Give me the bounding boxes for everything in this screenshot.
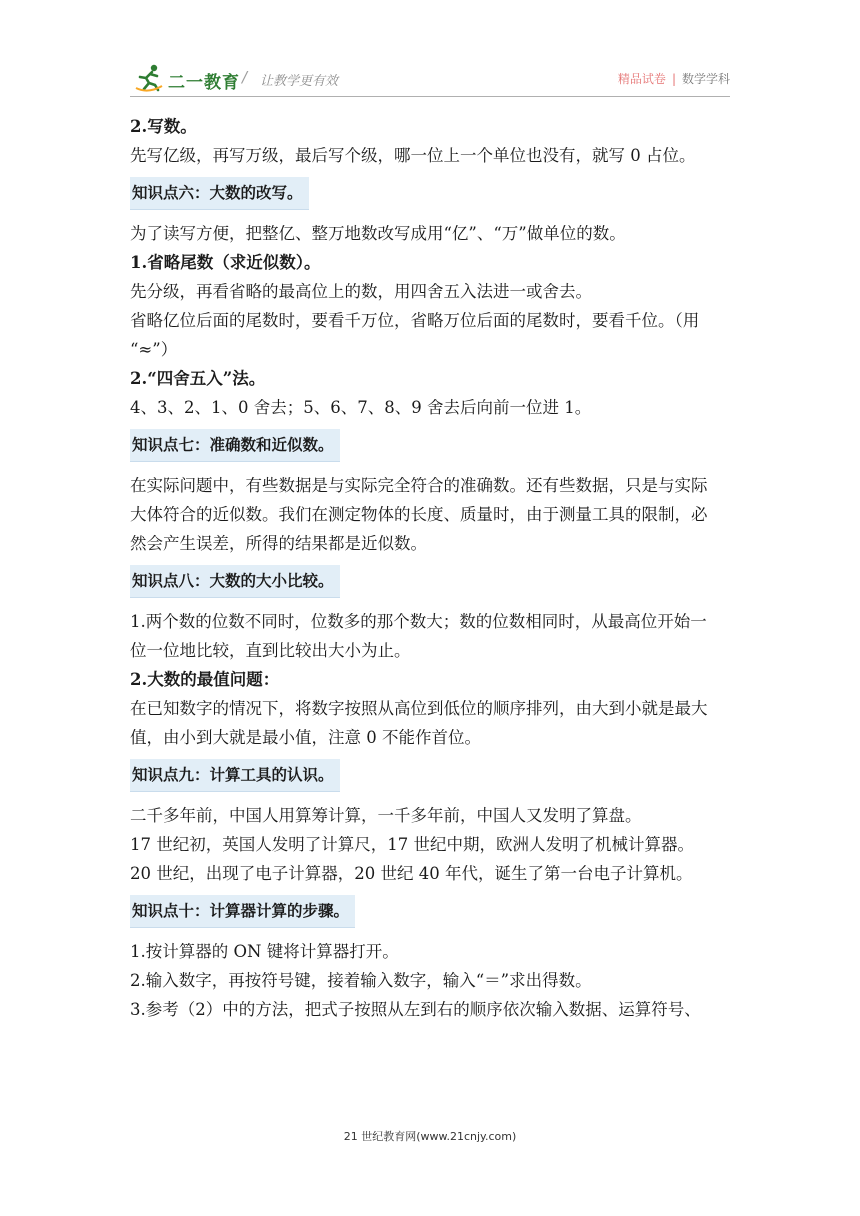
section-heading: 知识点七：准确数和近似数。: [130, 429, 340, 462]
subheading: 1.省略尾数（求近似数）。: [130, 253, 321, 272]
brand-slogan: 让教学更有效: [260, 74, 339, 89]
text-line: 在已知数字的情况下，将数字按照从高位到低位的顺序排列，由大到小就是最大: [130, 699, 708, 718]
subheading: 2.大数的最值问题：: [130, 670, 280, 689]
section-heading: 知识点八：大数的大小比较。: [130, 565, 340, 598]
text-line: 1.按计算器的 ON 键将计算器打开。: [130, 942, 399, 961]
text-line: 大体符合的近似数。我们在测定物体的长度、质量时，由于测量工具的限制，必: [130, 505, 708, 524]
header-rule: [130, 96, 730, 97]
page-header: [130, 62, 730, 98]
text-line: 20 世纪，出现了电子计算器，20 世纪 40 年代，诞生了第一台电子计算机。: [130, 864, 693, 883]
text-line: 省略亿位后面的尾数时，要看千万位，省略万位后面的尾数时，要看千位。（用: [130, 311, 700, 330]
text-line: 先写亿级，再写万级，最后写个级，哪一位上一个单位也没有，就写 0 占位。: [130, 146, 696, 165]
header-tags: [618, 70, 730, 87]
tag-quality: 精品试卷: [617, 72, 666, 86]
text-line: 二千多年前，中国人用算筹计算，一千多年前，中国人又发明了算盘。: [130, 806, 642, 825]
text-line: 17 世纪初，英国人发明了计算尺，17 世纪中期，欧洲人发明了机械计算器。: [130, 835, 694, 854]
text-line: 为了读写方便，把整亿、整万地数改写成用“亿”、“万”做单位的数。: [130, 224, 626, 243]
text-line: 1.两个数的位数不同时，位数多的那个数大；数的位数相同时，从最高位开始一: [130, 612, 707, 631]
text-line: 先分级，再看省略的最高位上的数，用四舍五入法进一或舍去。: [130, 282, 592, 301]
text-line: 然会产生误差，所得的结果都是近似数。: [130, 534, 427, 553]
tag-divider: |: [671, 72, 676, 86]
text-line: 3.参考（2）中的方法，把式子按照从左到右的顺序依次输入数据、运算符号、: [130, 1000, 701, 1019]
brand-name: 二一教育: [168, 73, 240, 93]
runner-logo-icon: [134, 64, 164, 92]
text-line: 位一位地比较，直到比较出大小为止。: [130, 641, 411, 660]
text-line: 2.输入数字，再按符号键，接着输入数字，输入“＝”求出得数。: [130, 971, 592, 990]
section-heading: 知识点六：大数的改写。: [130, 177, 309, 210]
subheading: 2.写数。: [130, 117, 197, 136]
header-separator: /: [242, 68, 248, 86]
section-heading: 知识点十：计算器计算的步骤。: [130, 895, 355, 928]
text-line: 4、3、2、1、0 舍去；5、6、7、8、9 舍去后向前一位进 1。: [130, 398, 592, 417]
subheading: 2.“四舍五入”法。: [130, 369, 266, 388]
document-body: [130, 112, 730, 1024]
tag-subject: 数学学科: [681, 72, 730, 86]
text-line: 值，由小到大就是最小值，注意 0 不能作首位。: [130, 728, 481, 747]
page-footer: 21 世纪教育网(www.21cnjy.com): [343, 1130, 517, 1143]
text-line: “≈”）: [130, 340, 178, 359]
text-line: 在实际问题中，有些数据是与实际完全符合的准确数。还有些数据，只是与实际: [130, 476, 708, 495]
section-heading: 知识点九：计算工具的认识。: [130, 759, 340, 792]
